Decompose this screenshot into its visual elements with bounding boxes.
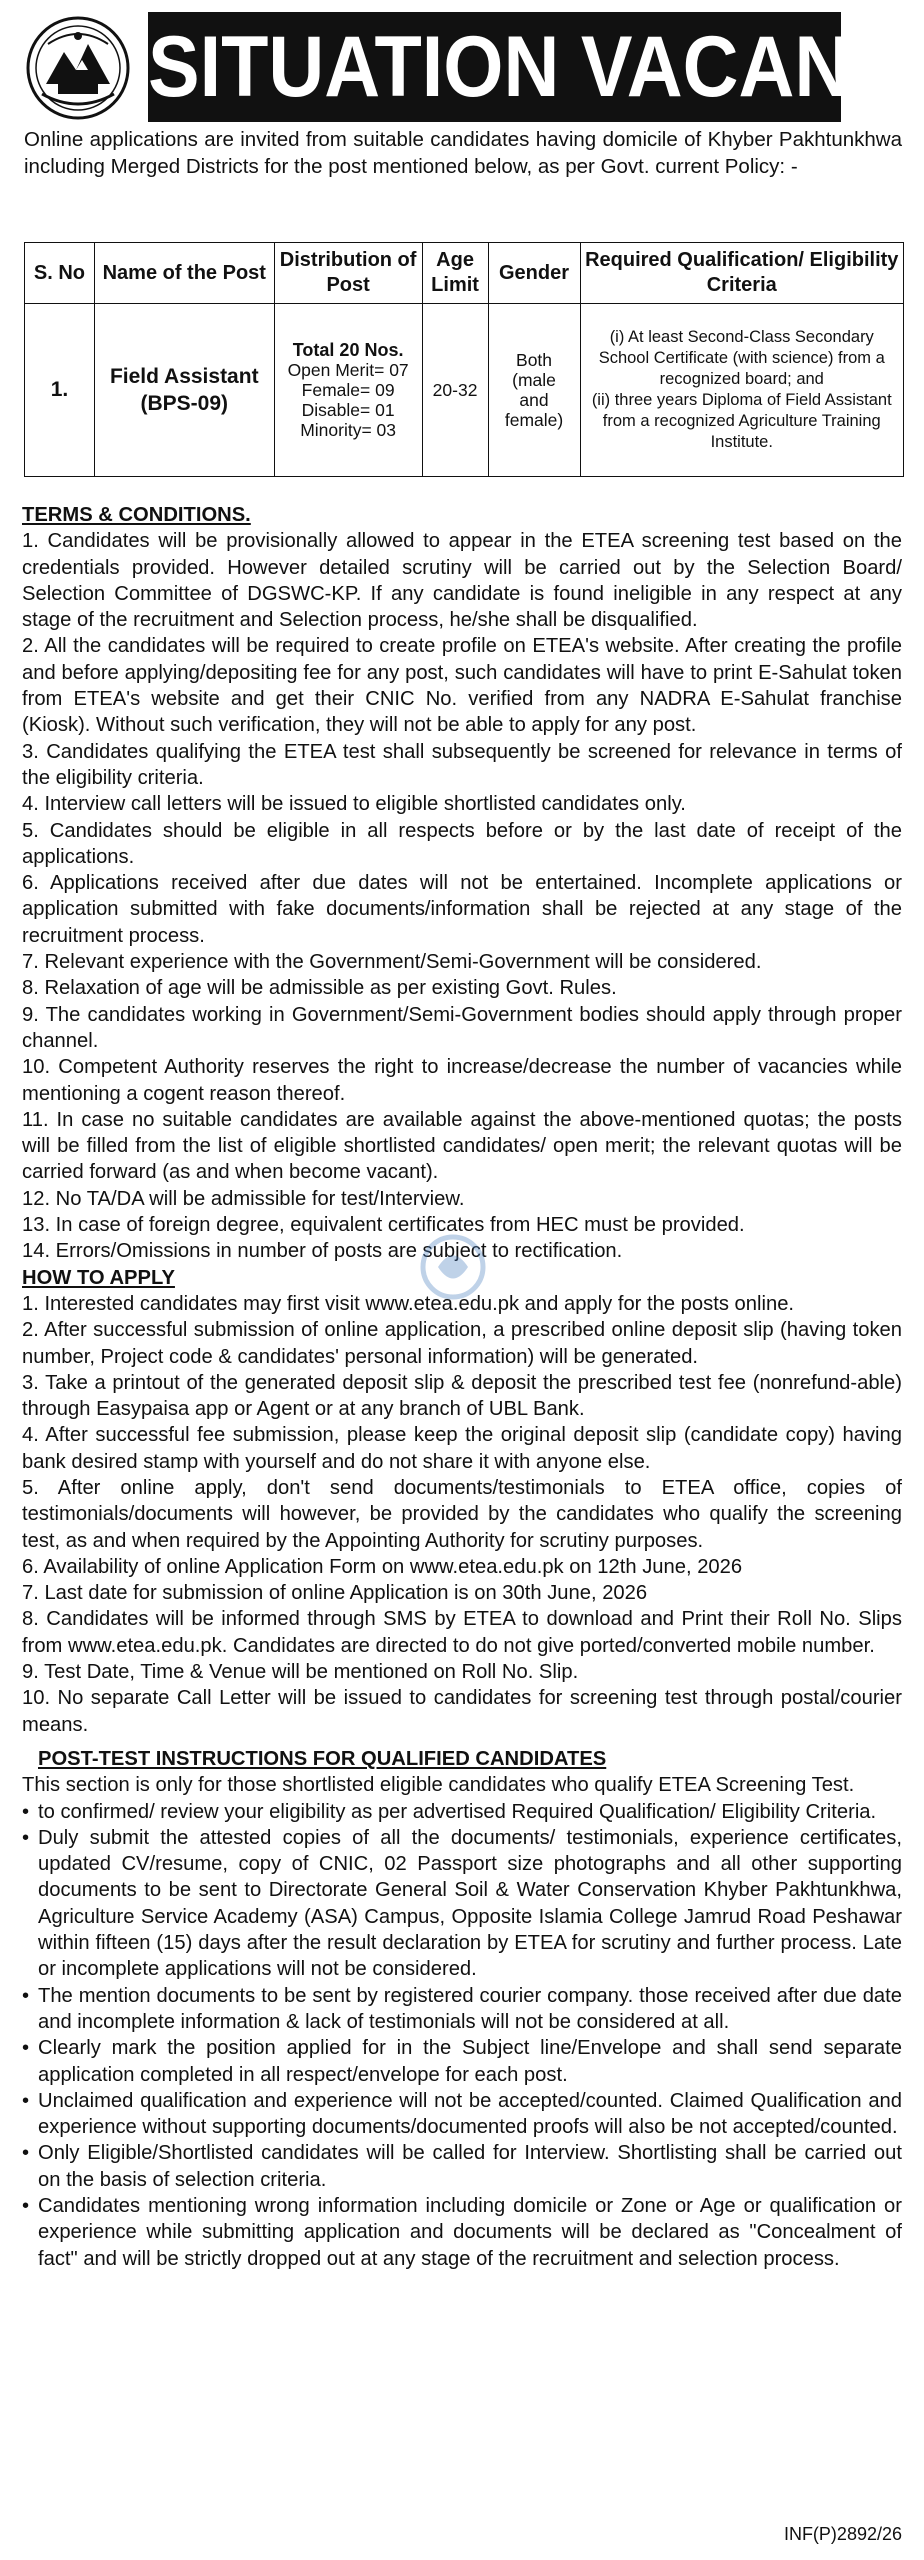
apply-item: 10. No separate Call Letter will be issued to candidates for screening test through postal/courier means. — [22, 1687, 902, 1736]
header-post-name: Name of the Post — [94, 243, 274, 304]
terms-item: 13. In case of foreign degree, equivalent certificates from HEC must be provided. — [22, 1214, 745, 1237]
terms-item: 1. Candidates will be provisionally allowed to appear in the ETEA screening test based on the credentials provided. However detailed scrutiny will be carried out by the Selection Board/ Selection Committee of DGSWC-KP. If any candidate is found ineligible in any respect at any stage of the recruitment and Selection process, he/she shall be disqualified. — [22, 530, 902, 632]
cell-gender — [488, 304, 580, 477]
header-gender: Gender — [488, 243, 580, 304]
cell-qualification — [580, 304, 904, 477]
post-test-item-text: Duly submit the attested copies of all the documents/ testimonials, experience certificates, updated CV/resume, copy of CNIC, 02 Passport size photographs and all other supporting documents to be sent to Directorate General Soil & Water Conservation Khyber Pakhtunkhwa, Agriculture Service Academy (ASA) Campus, Opposite Islamia College Jamrud Road Peshawar within fifteen (15) days after the result declaration by ETEA for scrutiny and further process. Late or incomplete applications will not be considered. — [38, 1826, 902, 1981]
qualification-2: (ii) three years Diploma of Field Assistant from a recognized Agriculture Training Institute. — [591, 391, 892, 451]
bullet-icon: • — [22, 2037, 30, 2060]
apply-item: 5. After online apply, don't send documents/testimonials to ETEA office, copies of testimonials/documents will however, be provided by the candidates who qualify the screening test, as and when required by the Appointing Authority for scrutiny purposes. — [22, 1476, 902, 1552]
table-row — [25, 304, 904, 477]
terms-item: 4. Interview call letters will be issued to eligible shortlisted candidates only. — [22, 793, 686, 816]
apply-item: 3. Take a printout of the generated deposit slip & deposit the prescribed test fee (nonrefund-able) through Easypaisa app or Agent or at any branch of UBL Bank. — [22, 1371, 902, 1421]
header-age-limit: Age Limit — [422, 243, 488, 304]
post-test-item — [22, 1983, 902, 2036]
terms-item: 6. Applications received after due dates will not be entertained. Incomplete applications or application submitted with fake documents/information shall be rejected at any stage of the recruitment process. — [22, 872, 902, 947]
terms-item: 10. Competent Authority reserves the right to increase/decrease the number of vacancies while mentioning a cogent reason thereof. — [22, 1056, 902, 1105]
terms-item: 3. Candidates qualifying the ETEA test shall subsequently be screened for relevance in terms of the eligibility criteria. — [22, 740, 902, 789]
bullet-icon: • — [22, 2142, 30, 2165]
distribution-line: Female= 09 — [301, 380, 395, 400]
bullet-icon: • — [22, 1800, 30, 1823]
post-test-item-text: Clearly mark the position applied for in the Subject line/Envelope and shall send separate application completed in all respect/envelope for each post. — [38, 2037, 902, 2086]
apply-item: 9. Test Date, Time & Venue will be mentioned on Roll No. Slip. — [22, 1661, 579, 1684]
terms-heading: TERMS & CONDITIONS. — [22, 504, 251, 526]
terms-item: 7. Relevant experience with the Government/Semi-Government will be considered. — [22, 951, 762, 974]
vacancy-table — [24, 242, 904, 477]
gender-line: and — [519, 390, 549, 410]
post-test-item-text: The mention documents to be sent by registered courier company. those received after due date and incomplete information & lack of testimonials will not be considered at all. — [38, 1984, 902, 2033]
how-to-apply-heading: HOW TO APPLY — [22, 1266, 175, 1289]
header-sno: S. No — [25, 243, 95, 304]
post-test-item — [22, 2140, 902, 2193]
kp-government-emblem-icon — [24, 14, 132, 122]
terms-item: 2. All the candidates will be required to create profile on ETEA's website. After creating the profile and before applying/depositing fee for any post, such candidates will have to print E-Sahulat token from ETEA's website and get their CNIC No. verified from any NADRA E-Sahulat franchise (Kiosk). Without such verification, they will not be able to apply for any post. — [22, 635, 902, 737]
terms-item: 9. The candidates working in Government/Semi-Government bodies should apply through proper channel. — [22, 1003, 902, 1052]
bullet-icon: • — [22, 1826, 30, 1849]
post-test-intro: This section is only for those shortlisted eligible candidates who qualify ETEA Screening Test. — [22, 1774, 855, 1797]
post-test-item-text: to confirmed/ review your eligibility as per advertised Required Qualification/ Eligibility Criteria. — [38, 1800, 877, 1823]
cell-age: 20-32 — [422, 304, 488, 477]
terms-item: 12. No TA/DA will be admissible for test/Interview. — [22, 1187, 465, 1210]
post-test-item — [22, 1825, 902, 1983]
cell-post — [94, 304, 274, 477]
post-test-item — [22, 1799, 902, 1825]
terms-item: 5. Candidates should be eligible in all respects before or by the last date of receipt of the applications. — [22, 819, 902, 868]
header-qualification: Required Qualification/ Eligibility Criteria — [580, 243, 904, 304]
post-test-item — [22, 2193, 902, 2272]
apply-item: 4. After successful fee submission, please keep the original deposit slip (candidate copy) having bank desired stamp with yourself and do not share it with anyone else. — [22, 1424, 902, 1473]
post-test-item-text: Candidates mentioning wrong information including domicile or Zone or Age or qualification or experience while submitting application and documents will be declared as "Concealment of fact" and will be strictly dropped out at any stage of the recruitment and selection process. — [38, 2195, 902, 2270]
qualification-1: (i) At least Second-Class Secondary School Certificate (with science) from a recognized board; and — [598, 328, 885, 388]
terms-item: 14. Errors/Omissions in number of posts are subject to rectification. — [22, 1240, 623, 1263]
post-test-item — [22, 2035, 902, 2088]
bullet-icon: • — [22, 2089, 30, 2112]
body-text — [22, 502, 902, 2272]
post-name: Field Assistant — [109, 365, 259, 388]
distribution-line: Minority= 03 — [300, 420, 397, 440]
distribution-line: Open Merit= 07 — [287, 360, 409, 380]
apply-item: 6. Availability of online Application Form on www.etea.edu.pk on 12th June, 2026 — [22, 1555, 743, 1578]
table-header-row — [25, 243, 904, 304]
post-scale: (BPS-09) — [140, 392, 229, 415]
apply-item: 8. Candidates will be informed through SMS by ETEA to download and Print their Roll No. Slips from www.etea.edu.pk. Candidates are directed to do not give ported/converted mobile number. — [22, 1608, 902, 1657]
watermark-stamp-icon — [416, 1230, 490, 1304]
header-distribution: Distribution of Post — [274, 243, 422, 304]
apply-item: 1. Interested candidates may first visit www.etea.edu.pk and apply for the posts online. — [22, 1292, 795, 1315]
page-title: SITUATION VACANT — [148, 12, 841, 122]
distribution-line: Disable= 01 — [301, 400, 395, 420]
advertisement-reference: INF(P)2892/26 — [783, 2524, 902, 2544]
terms-item: 8. Relaxation of age will be admissible as per existing Govt. Rules. — [22, 977, 617, 1000]
gender-line: (male — [512, 370, 556, 390]
bullet-icon: • — [22, 1984, 30, 2007]
distribution-total: Total 20 Nos. — [292, 340, 404, 360]
intro-paragraph: Online applications are invited from suitable candidates having domicile of Khyber Pakhtunkhwa including Merged Districts for the post mentioned below, as per Govt. current Policy: - — [24, 128, 902, 178]
gender-line: Both — [516, 350, 553, 370]
post-test-item-text: Only Eligible/Shortlisted candidates will be called for Interview. Shortlisting shall be carried out on the basis of selection criteria. — [38, 2142, 902, 2191]
terms-item: 11. In case no suitable candidates are available against the above-mentioned quotas; the posts will be filled from the list of eligible shortlisted candidates/ open merit; the relevant quotas will be carried forward (as and when become vacant). — [22, 1108, 902, 1184]
gender-line: female) — [504, 410, 564, 430]
header — [24, 10, 904, 120]
bullet-icon: • — [22, 2195, 30, 2217]
apply-item: 2. After successful submission of online application, a prescribed online deposit slip (having token number, Project code & candidates' personal information) will be generated. — [22, 1319, 902, 1368]
cell-sno: 1. — [25, 304, 95, 477]
post-test-heading: POST-TEST INSTRUCTIONS FOR QUALIFIED CANDIDATES — [38, 1747, 607, 1770]
apply-item: 7. Last date for submission of online Application is on 30th June, 2026 — [22, 1582, 648, 1605]
post-test-item — [22, 2088, 902, 2141]
post-test-item-text: Unclaimed qualification and experience will not be accepted/counted. Claimed Qualification and experience without supporting documents/documented proofs will also be not accepted/counted. — [38, 2089, 902, 2139]
cell-distribution — [274, 304, 422, 477]
